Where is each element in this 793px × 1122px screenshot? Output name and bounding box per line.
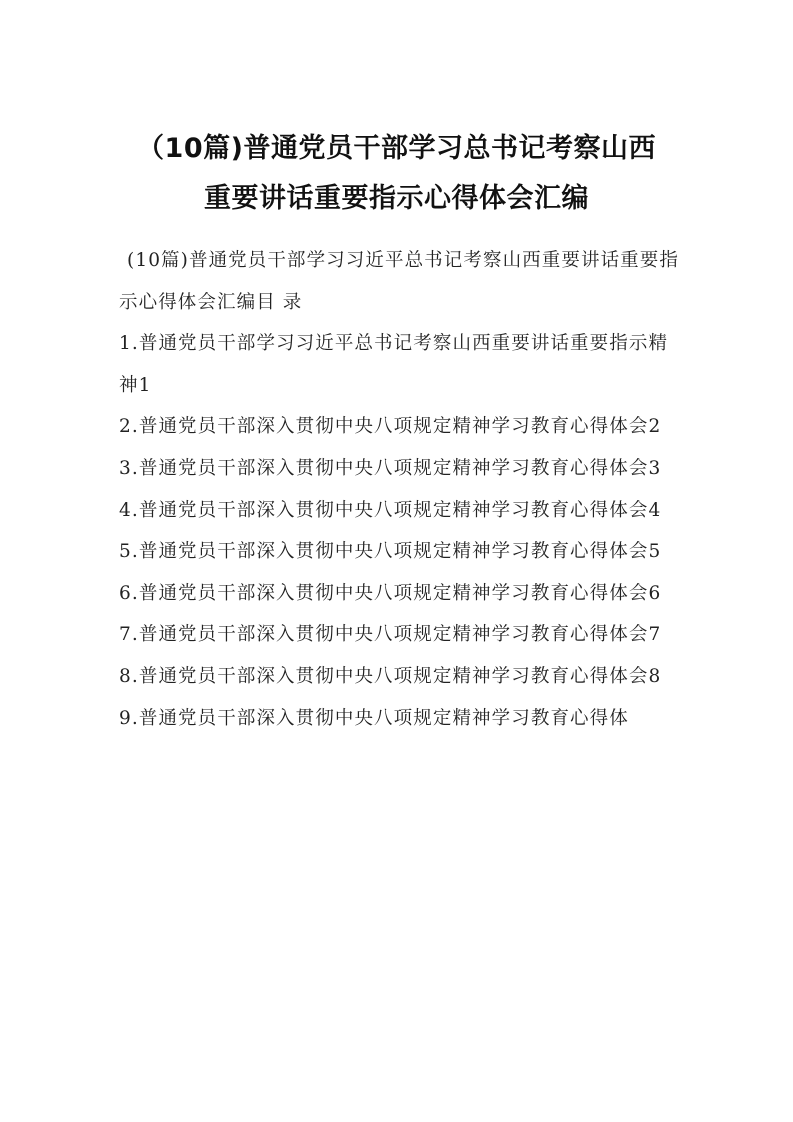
toc-item-2: 2.普通党员干部深入贯彻中央八项规定精神学习教育心得体会2 <box>119 416 662 438</box>
toc-item-9: 9.普通党员干部深入贯彻中央八项规定精神学习教育心得体 <box>119 707 629 729</box>
toc-item-5: 5.普通党员干部深入贯彻中央八项规定精神学习教育心得体会5 <box>119 541 662 563</box>
table-of-contents <box>119 240 679 739</box>
toc-item-6: 6.普通党员干部深入贯彻中央八项规定精神学习教育心得体会6 <box>119 582 662 604</box>
toc-item-4: 4.普通党员干部深入贯彻中央八项规定精神学习教育心得体会4 <box>119 499 662 521</box>
toc-item-7: 7.普通党员干部深入贯彻中央八项规定精神学习教育心得体会7 <box>119 624 662 646</box>
toc-item-8: 8.普通党员干部深入贯彻中央八项规定精神学习教育心得体会8 <box>119 665 662 687</box>
title-line-2: 重要讲话重要指示心得体会汇编 <box>204 183 589 214</box>
toc-item-3: 3.普通党员干部深入贯彻中央八项规定精神学习教育心得体会3 <box>119 457 662 479</box>
toc-item-1: 1.普通党员干部学习习近平总书记考察山西重要讲话重要指示精神1 <box>119 333 669 396</box>
toc-intro: (10篇)普通党员干部学习习近平总书记考察山西重要讲话重要指示心得体会汇编目 录 <box>119 250 679 313</box>
title-line-1: （10篇)普通党员干部学习总书记考察山西 <box>137 133 656 164</box>
document-title <box>100 124 693 224</box>
